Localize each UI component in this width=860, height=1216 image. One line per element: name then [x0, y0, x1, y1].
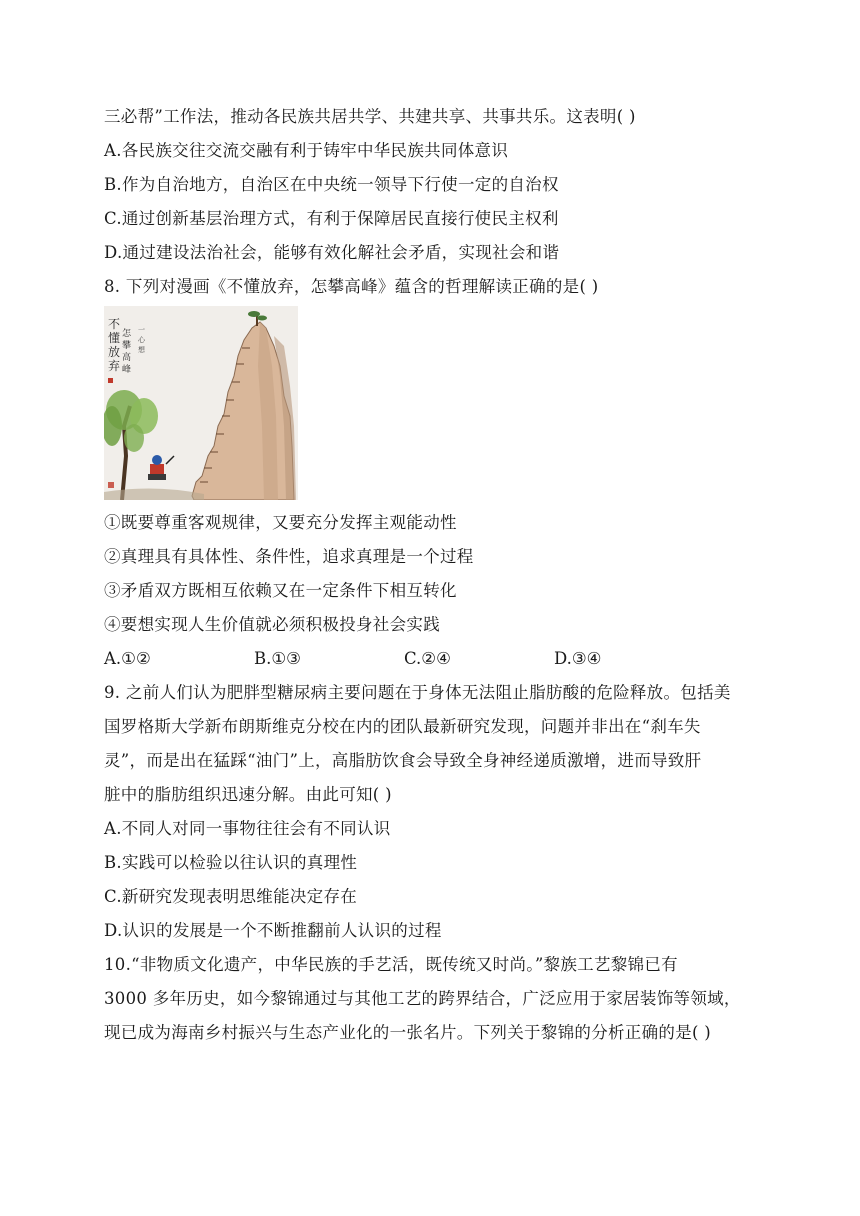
q8-statement-3: ③矛盾双方既相互依赖又在一定条件下相互转化: [104, 581, 457, 600]
q7-stem-tail: 三必帮”工作法，推动各民族共居共学、共建共享、共事共乐。这表明( ): [104, 107, 636, 126]
svg-text:一: 一: [138, 326, 145, 334]
svg-text:怎: 怎: [122, 329, 132, 339]
q9-option-a: A.不同人对同一事物往往会有不同认识: [104, 819, 391, 838]
q10-stem-line-2: 3000 多年历史，如今黎锦通过与其他工艺的跨界结合，广泛应用于家居装饰等领域，: [104, 989, 741, 1008]
q8-statement-4: ④要想实现人生价值就必须积极投身社会实践: [104, 615, 440, 634]
q8-choice-c: C.②④: [404, 649, 451, 668]
svg-text:想: 想: [138, 346, 145, 354]
q8-stem: 8. 下列对漫画《不懂放弃，怎攀高峰》蕴含的哲理解读正确的是( ): [104, 277, 599, 296]
q7-option-c: C.通过创新基层治理方式，有利于保障居民直接行使民主权利: [104, 209, 559, 228]
q9-option-b: B.实践可以检验以往认识的真理性: [104, 853, 358, 872]
q8-statement-1: ①既要尊重客观规律，又要充分发挥主观能动性: [104, 513, 457, 532]
svg-text:攀: 攀: [122, 341, 132, 351]
q8-statement-2: ②真理具有具体性、条件性，追求真理是一个过程: [104, 547, 474, 566]
svg-text:弃: 弃: [108, 359, 121, 373]
q10-stem-line-1: 10.“非物质文化遗产，中华民族的手艺活，既传统又时尚。”黎族工艺黎锦已有: [104, 955, 678, 974]
q7-option-b: B.作为自治地方，自治区在中央统一领导下行使一定的自治权: [104, 175, 559, 194]
q7-option-d: D.通过建设法治社会，能够有效化解社会矛盾，实现社会和谐: [104, 243, 560, 262]
svg-text:心: 心: [138, 336, 145, 344]
q9-stem-line-4: 脏中的脂肪组织迅速分解。由此可知( ): [104, 785, 392, 804]
q8-choice-a: A.①②: [104, 649, 151, 668]
svg-text:放: 放: [108, 345, 121, 359]
q9-option-c: C.新研究发现表明思维能决定存在: [104, 887, 358, 906]
q8-choices: [104, 642, 764, 676]
q9-stem-line-2: 国罗格斯大学新布朗斯维克分校在内的团队最新研究发现，问题并非出在“刹车失: [104, 717, 701, 736]
svg-text:高: 高: [122, 353, 132, 363]
svg-text:懂: 懂: [108, 331, 121, 345]
svg-text:峰: 峰: [122, 365, 132, 375]
q9-stem-line-1: 9. 之前人们认为肥胖型糖尿病主要问题在于身体无法阻止脂肪酸的危险释放。包括美: [104, 683, 731, 702]
document-page: [104, 100, 764, 1050]
cartoon-image: [104, 306, 298, 500]
q7-option-a: A.各民族交往交流交融有利于铸牢中华民族共同体意识: [104, 141, 509, 160]
q9-option-d: D.认识的发展是一个不断推翻前人认识的过程: [104, 921, 442, 940]
q9-stem-line-3: 灵”，而是出在猛踩“油门”上，高脂肪饮食会导致全身神经递质激增，进而导致肝: [104, 751, 702, 770]
q8-choice-b: B.①③: [254, 649, 301, 668]
q8-choice-d: D.③④: [554, 649, 602, 668]
q10-stem-line-3: 现已成为海南乡村振兴与生态产业化的一张名片。下列关于黎锦的分析正确的是( ): [104, 1023, 712, 1042]
svg-text:不: 不: [108, 317, 121, 331]
